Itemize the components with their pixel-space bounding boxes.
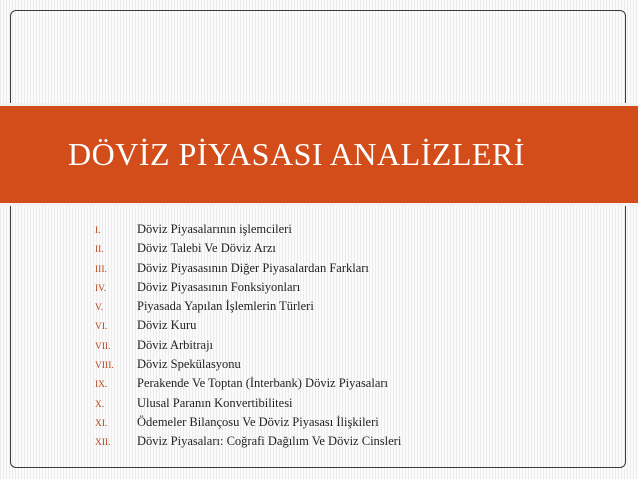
list-item-number: VII. <box>95 341 111 352</box>
list-item-number: X. <box>95 399 105 410</box>
list-item-text: Perakende Ve Toptan (İnterbank) Döviz Piyasaları <box>137 376 389 391</box>
list-item-text: Döviz Talebi Ve Döviz Arzı <box>137 241 276 256</box>
list-item <box>95 261 401 280</box>
list-item-text: Döviz Arbitrajı <box>137 337 214 352</box>
list-item <box>95 318 401 337</box>
list-item <box>95 280 401 299</box>
list-item <box>95 241 401 260</box>
list-item <box>95 357 401 376</box>
list-item <box>95 434 401 453</box>
list-item <box>95 396 401 415</box>
list-item-text: Piyasada Yapılan İşlemlerin Türleri <box>137 299 314 314</box>
list-item <box>95 415 401 434</box>
list-item-number: VI. <box>95 322 108 333</box>
list-item-text: Döviz Piyasasının Diğer Piyasalardan Farkları <box>137 260 369 275</box>
list-item <box>95 222 401 241</box>
list-item-number: IX. <box>95 380 108 391</box>
list-item-number: II. <box>95 245 104 256</box>
list-item <box>95 299 401 318</box>
list-item-number: XI. <box>95 418 108 429</box>
list-item-number: III. <box>95 264 107 275</box>
list-item-text: Döviz Piyasaları: Coğrafi Dağılım Ve Döviz Cinsleri <box>137 434 402 449</box>
list-item <box>95 376 401 395</box>
slide-title: DÖVİZ PİYASASI ANALİZLERİ <box>68 136 525 172</box>
list-item-number: I. <box>95 226 101 236</box>
list-item-number: IV. <box>95 283 107 294</box>
list-item <box>95 338 401 357</box>
list-item-text: Ödemeler Bilançosu Ve Döviz Piyasası İlişkileri <box>137 414 379 429</box>
list-item-text: Döviz Piyasalarının işlemcileri <box>137 222 292 236</box>
list-item-text: Döviz Spekülasyonu <box>137 357 241 372</box>
table-of-contents <box>95 222 401 454</box>
list-item-number: VIII. <box>95 361 114 372</box>
list-item-number: XII. <box>95 438 111 449</box>
list-item-number: V. <box>95 303 104 314</box>
list-item-text: Ulusal Paranın Konvertibilitesi <box>137 395 293 410</box>
list-item-text: Döviz Piyasasının Fonksiyonları <box>137 279 301 294</box>
list-item-text: Döviz Kuru <box>137 318 197 333</box>
